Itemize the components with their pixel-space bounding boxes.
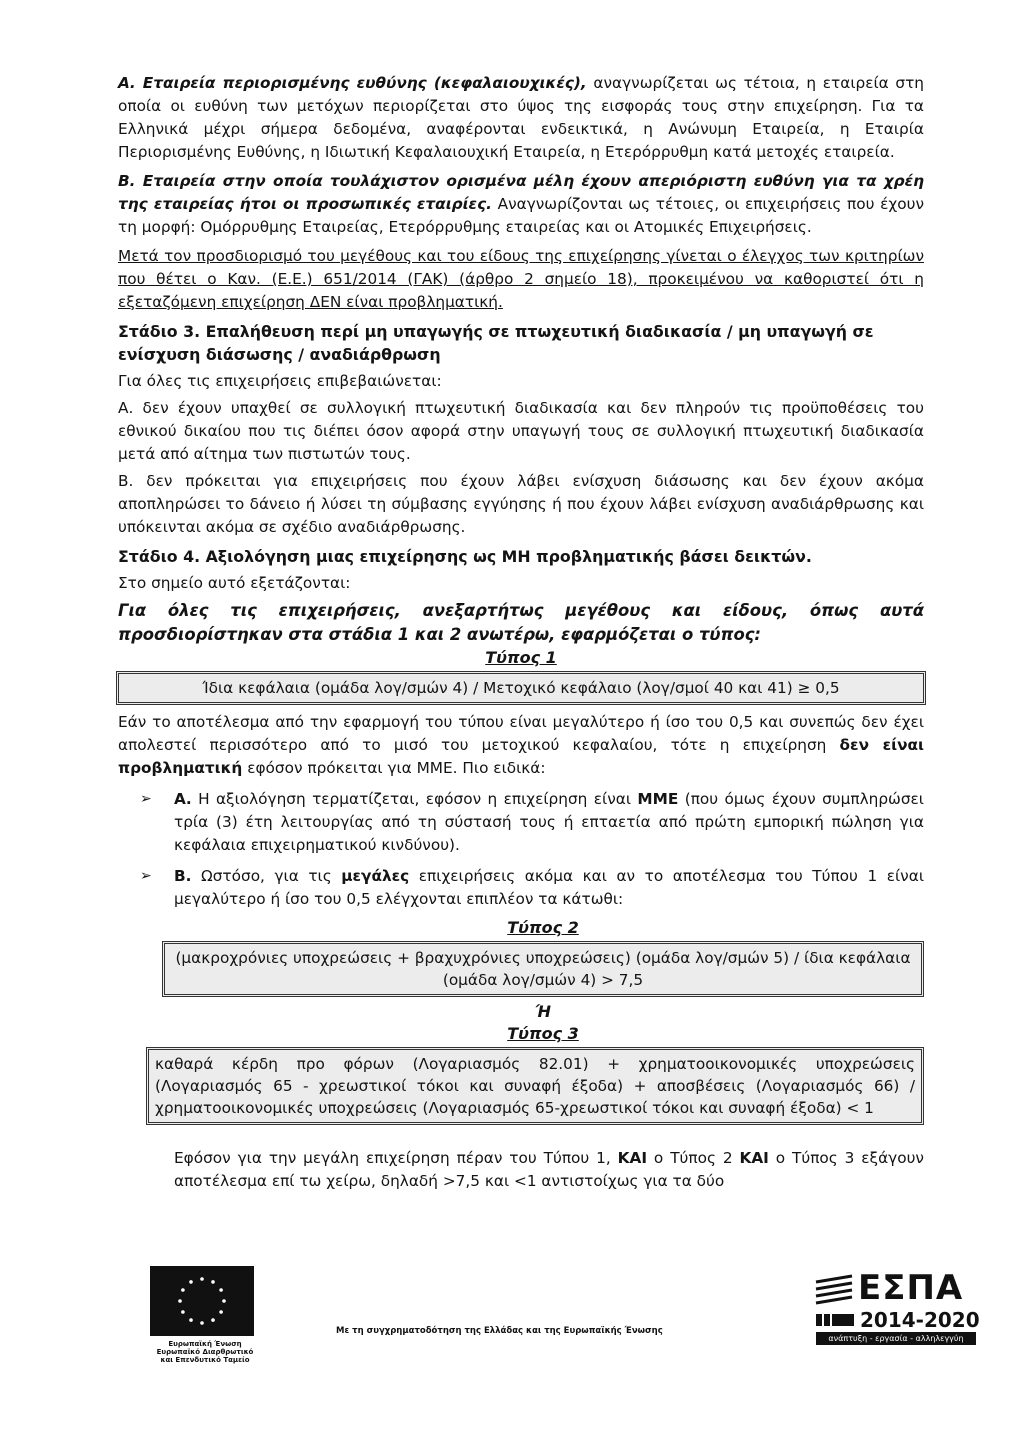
formula-3-title: Τύπος 3 [507, 1024, 579, 1043]
or-label: Ή [534, 1002, 552, 1021]
bullet-a-bold: ΜΜΕ [637, 790, 679, 808]
closing-text-1: Εφόσον για την μεγάλη επιχείρηση πέραν του Τύπου 1, [174, 1149, 618, 1167]
closing-kai-2: ΚΑΙ [739, 1149, 769, 1167]
espa-stripes-icon [812, 1272, 856, 1312]
page-footer [0, 1262, 1024, 1364]
eu-stars-icon [150, 1266, 254, 1336]
section-b-heading: Β. Εταιρεία στην οποία τουλάχιστον ορισμένα μέλη έχουν απεριόριστη ευθύνη για τα χρέη της εταιρείας ήτοι οι προσωπικές εταιρίες. [118, 172, 924, 213]
formula-2-box [162, 941, 924, 997]
bullet-a-label: Α. [174, 790, 192, 808]
eu-caption: Ευρωπαϊκή Ένωση Ευρωπαϊκό Διαρθρωτικό και Επενδυτικό Ταμείο [156, 1340, 254, 1364]
eu-star-icon [211, 1280, 215, 1284]
formula-1-text: Ίδια κεφάλαια (ομάδα λογ/σμών 4) / Μετοχικό κεφάλαιο (λογ/σμοί 40 και 41) ≥ 0,5 [202, 679, 840, 697]
closing-paragraph [118, 1147, 924, 1193]
formula-1-box [116, 671, 926, 705]
stage-3-item-b: Β. δεν πρόκειται για επιχειρήσεις που έχουν λάβει ενίσχυση διάσωσης και δεν έχουν ακόμα αποπληρώσει το δάνειο ή λύσει τη σύμβασης εγγύησης ή που έχουν λάβει ενίσχυση αναδιάρθρωσης και υπόκεινται ακόμα σε σχέδιο αναδιάρθρωσης. [118, 472, 924, 536]
arrow-bullet-icon: ➢ [140, 868, 152, 884]
section-a-text: αναγνωρίζεται ως τέτοια, η εταιρεία στη οποία οι ευθύνη των μετόχων περιορίζεται στο ύψος της εισφοράς τους στην επιχείρηση. Για τα Ελληνικά μέχρι σήμερα δεδομένα, αναφέρονται ενδεικτικά, η Ανώνυμη Εταιρεία, η Εταιρία Περιορισμένης Ευθύνης, η Ιδιωτική Κεφαλαιουχική Εταιρεία, η Ετερόρρυθμη κατά μετοχές εταιρεία. [118, 74, 924, 161]
result-bold: δεν είναι προβληματική [118, 736, 924, 777]
eu-star-icon [219, 1310, 223, 1314]
bullet-b-text-2: επιχειρήσεις ακόμα και αν το αποτέλεσμα του Τύπου 1 είναι μεγαλύτερο ή ίσο του 0,5 ελέγχονται επιπλέον τα κάτωθι: [174, 867, 924, 908]
closing-text-3: ο Τύπος 3 εξάγουν αποτέλεσμα επί τω χείρω, δηλαδή >7,5 και <1 αντιστοίχως για τα δύο [174, 1149, 924, 1190]
eu-star-icon [178, 1299, 182, 1303]
stage-3-title: Στάδιο 3. Επαλήθευση περί μη υπαγωγής σε πτωχευτική διαδικασία / μη υπαγωγή σε ενίσχυση διάσωσης / αναδιάρθρωση [118, 322, 874, 364]
eu-star-icon [189, 1280, 193, 1284]
espa-tagline: ανάπτυξη - εργασία - αλληλεγγύη [816, 1332, 976, 1345]
bullet-b [118, 865, 924, 911]
bullet-b-text-1: Ωστόσο, για τις [191, 867, 342, 885]
eu-flag-icon [150, 1266, 254, 1336]
eu-star-icon [200, 1277, 204, 1281]
cofinance-caption: Με τη συγχρηματοδότηση της Ελλάδας και της Ευρωπαϊκής Ένωσης [336, 1326, 663, 1336]
formula-1-title: Τύπος 1 [485, 648, 557, 667]
arrow-bullet-icon: ➢ [140, 791, 152, 807]
stage-4-title: Στάδιο 4. Αξιολόγηση μιας επιχείρησης ως ΜΗ προβληματικής βάσει δεικτών. [118, 547, 812, 566]
stage-4-intro: Στο σημείο αυτό εξετάζονται: [118, 574, 351, 592]
section-a-heading: Α. Εταιρεία περιορισμένης ευθύνης (κεφαλαιουχικές), [118, 74, 587, 92]
eu-star-icon [200, 1321, 204, 1325]
espa-wordmark: ΕΣΠΑ [858, 1268, 964, 1308]
bullet-b-bold: μεγάλες [341, 867, 410, 885]
closing-text-2: ο Τύπος 2 [647, 1149, 740, 1167]
bullet-a-text-1: Η αξιολόγηση τερματίζεται, εφόσον η επιχείρηση είναι [191, 790, 638, 808]
formula-2-text: (μακροχρόνιες υποχρεώσεις + βραχυχρόνιες υποχρεώσεις) (ομάδα λογ/σμών 5) / ίδια κεφάλαια (ομάδα λογ/σμών 4) > 7,5 [175, 949, 911, 989]
eu-star-icon [181, 1310, 185, 1314]
formula-3-box [146, 1047, 924, 1125]
stage-3-item-a: Α. δεν έχουν υπαχθεί σε συλλογική πτωχευτική διαδικασία και δεν πληρούν τις προϋποθέσεις του εθνικού δικαίου που τις διέπει όσον αφορά στην υπαγωγή τους σε συλλογική πτωχευτική διαδικασία μετά από αίτημα των πιστωτών τους. [118, 399, 924, 463]
document-page [118, 72, 924, 1193]
espa-logo [812, 1268, 982, 1352]
criteria-note: Μετά τον προσδιορισμό του μεγέθους και του είδους της επιχείρησης γίνεται ο έλεγχος των κριτηρίων που θέτει ο Καν. (Ε.Ε.) 651/2014 (ΓΑΚ) (άρθρο 2 σημείο 18), προκειμένου να καθοριστεί ότι η εξεταζόμενη επιχείρηση ΔΕΝ είναι προβληματική. [118, 247, 924, 311]
eu-star-icon [211, 1318, 215, 1322]
stage-3-intro: Για όλες τις επιχειρήσεις επιβεβαιώνεται: [118, 372, 442, 390]
section-b-text: Αναγνωρίζονται ως τέτοιες, οι επιχειρήσεις που έχουν τη μορφή: Ομόρρυθμης Εταιρείας, Ετερόρρυθμης εταιρείας και οι Ατομικές Επιχειρήσεις. [118, 195, 924, 236]
result-text-1: Εάν το αποτέλεσμα από την εφαρμογή του τύπου είναι μεγαλύτερο ή ίσο του 0,5 και συνεπώς δεν έχει απολεστεί περισσότερο από το μισό του μετοχικού κεφαλαίου, τότε η επιχείρηση [118, 713, 924, 754]
result-text-2: εφόσον πρόκειται για ΜΜΕ. Πιο ειδικά: [242, 759, 546, 777]
stage-4-emphasis: Για όλες τις επιχειρήσεις, ανεξαρτήτως μεγέθους και είδους, όπως αυτά προσδιορίστηκαν στα στάδια 1 και 2 ανωτέρω, εφαρμόζεται ο τύπος: [118, 601, 924, 644]
result-paragraph [118, 711, 924, 780]
bullet-a [118, 788, 924, 857]
eu-star-icon [181, 1288, 185, 1292]
eu-star-icon [189, 1318, 193, 1322]
section-b-paragraph [118, 170, 924, 239]
formula-2-title: Τύπος 2 [507, 918, 579, 937]
section-a-paragraph [118, 72, 924, 164]
bullet-a-text-2: (που όμως έχουν συμπληρώσει τρία (3) έτη λειτουργίας από τη σύστασή τους ή επταετία από πρώτη εμπορική πώληση για κεφάλαια επιχειρηματικού κινδύνου). [174, 790, 924, 854]
eu-star-icon [219, 1288, 223, 1292]
bullet-b-label: Β. [174, 867, 192, 885]
closing-kai-1: ΚΑΙ [617, 1149, 648, 1167]
eu-star-icon [222, 1299, 226, 1303]
espa-bars-icon [812, 1310, 856, 1330]
espa-years: 2014-2020 [860, 1308, 980, 1332]
formula-3-text: καθαρά κέρδη προ φόρων (Λογαριασμός 82.01) + χρηματοοικονομικές υποχρεώσεις (Λογαριασμός 65 - χρεωστικοί τόκοι και συναφή έξοδα) + αποσβέσεις (Λογαριασμός 66) / χρηματοοικονομικές υποχρεώσεις (Λογαριασμός 65-χρεωστικοί τόκοι και συναφή έξοδα) < 1 [155, 1055, 915, 1117]
